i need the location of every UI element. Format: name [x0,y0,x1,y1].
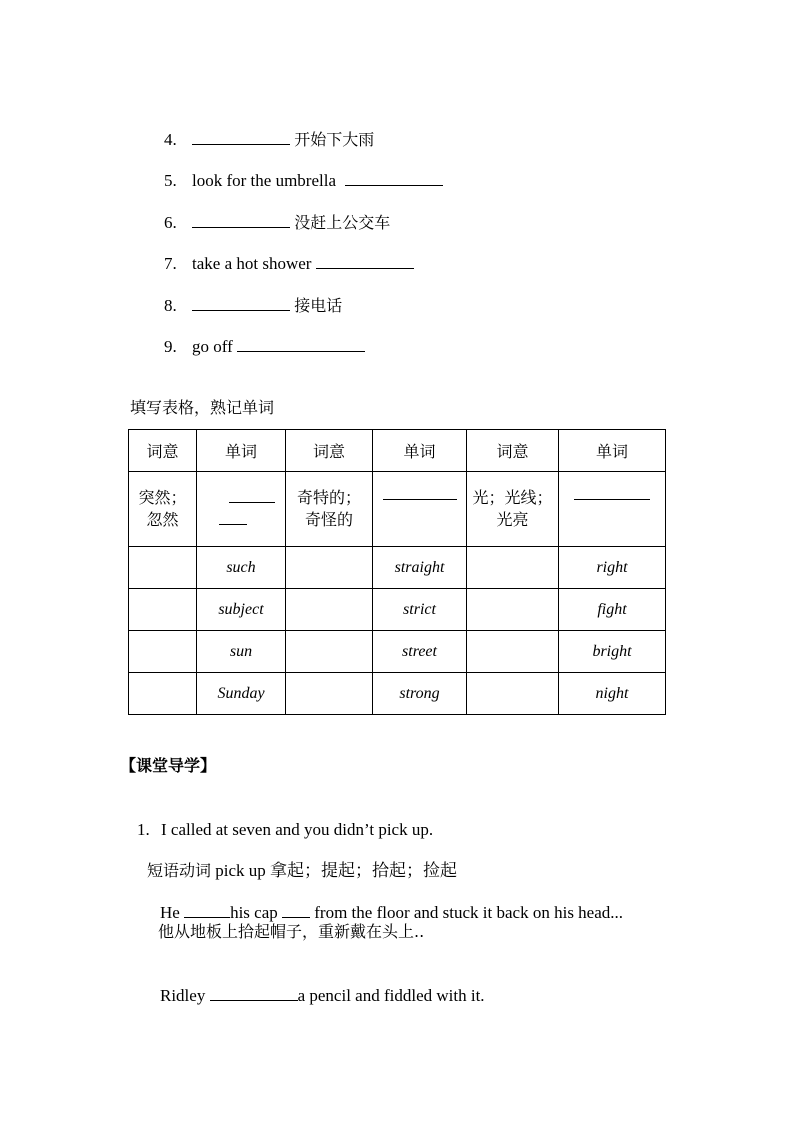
column-header: 单词 [197,430,286,472]
answer-blank[interactable] [219,510,247,525]
word-blank-cell[interactable] [373,472,467,547]
table-instruction: 填写表格，熟记单词 [130,398,275,417]
empty-cell [467,673,559,715]
table-row [129,589,666,631]
empty-cell [286,589,373,631]
meaning-line: 奇特的； [296,488,361,507]
item-number: 4. [164,130,177,149]
column-header: 词意 [467,430,559,472]
item-number: 1. [137,820,150,839]
meaning-line: 光亮 [496,510,529,529]
word-cell: such [197,547,286,589]
phrase-english: go off [192,337,233,356]
column-header: 词意 [129,430,197,472]
table-row [129,673,666,715]
example-text: his cap [230,903,283,922]
column-header: 单词 [373,430,467,472]
phrase-chinese: 开始下大雨 [294,130,375,149]
table-header-row [129,430,666,472]
word-cell: strict [373,589,467,631]
column-header: 词意 [286,430,373,472]
answer-blank[interactable] [210,986,298,1001]
example-translation: 他从地板上拾起帽子，重新戴在头上.. [158,922,425,941]
word-cell: right [559,547,666,589]
meaning-cell [467,472,559,547]
example-text: from the floor and stuck it back on his head... [314,903,624,922]
word-cell: subject [197,589,286,631]
item-number: 6. [164,213,177,232]
answer-blank[interactable] [316,254,414,269]
word-cell: bright [559,631,666,673]
empty-cell [129,673,197,715]
word-blank-cell[interactable] [559,472,666,547]
item-number: 5. [164,171,177,190]
meaning-line: 突然； [138,488,187,507]
word-cell: night [559,673,666,715]
empty-cell [286,673,373,715]
item-number: 9. [164,337,177,356]
table-row [129,631,666,673]
meaning-line: 光；光线； [472,488,553,507]
empty-cell [129,547,197,589]
answer-blank[interactable] [345,171,443,186]
column-header: 单词 [559,430,666,472]
example-text: He [160,903,185,922]
section-title: 【课堂导学】 [120,756,217,775]
phrasal-label: 短语动词 [147,861,212,880]
word-cell: fight [559,589,666,631]
example-sentence [143,963,485,1029]
word-cell: street [373,631,467,673]
phrase-english: take a hot shower [192,254,312,273]
meaning-cell [286,472,373,547]
lesson-sentence: I called at seven and you didn’t pick up. [161,820,434,839]
table-row-meanings [129,472,666,547]
empty-cell [467,547,559,589]
empty-cell [467,589,559,631]
phrase-english: look for the umbrella [192,171,336,190]
vocab-table [128,429,666,715]
table-row [129,547,666,589]
empty-cell [129,631,197,673]
empty-cell [286,547,373,589]
phrasal-text: pick up 拿起；提起；拾起；捡起 [215,861,458,880]
word-cell: straight [373,547,467,589]
example-text: Ridley [160,986,210,1005]
answer-blank[interactable] [192,130,290,145]
meaning-line: 奇怪的 [304,510,353,529]
item-number: 8. [164,296,177,315]
answer-blank[interactable] [282,903,310,918]
meaning-cell [129,472,197,547]
meaning-line: 忽然 [146,510,179,529]
empty-cell [467,631,559,673]
word-cell: strong [373,673,467,715]
item-number: 7. [164,254,177,273]
phrase-chinese: 没赶上公交车 [294,213,391,232]
phrase-chinese: 接电话 [294,296,343,315]
example-text: a pencil and fiddled with it. [297,986,485,1005]
answer-blank[interactable] [383,485,457,500]
answer-blank[interactable] [192,213,290,228]
empty-cell [286,631,373,673]
phrase-item [147,314,365,380]
answer-blank[interactable] [184,903,230,918]
answer-blank[interactable] [237,337,365,352]
word-cell: Sunday [197,673,286,715]
answer-blank[interactable] [574,485,650,500]
answer-blank[interactable] [192,296,290,311]
word-cell: sun [197,631,286,673]
empty-cell [129,589,197,631]
answer-blank[interactable] [229,488,275,503]
word-blank-cell[interactable] [197,472,286,547]
